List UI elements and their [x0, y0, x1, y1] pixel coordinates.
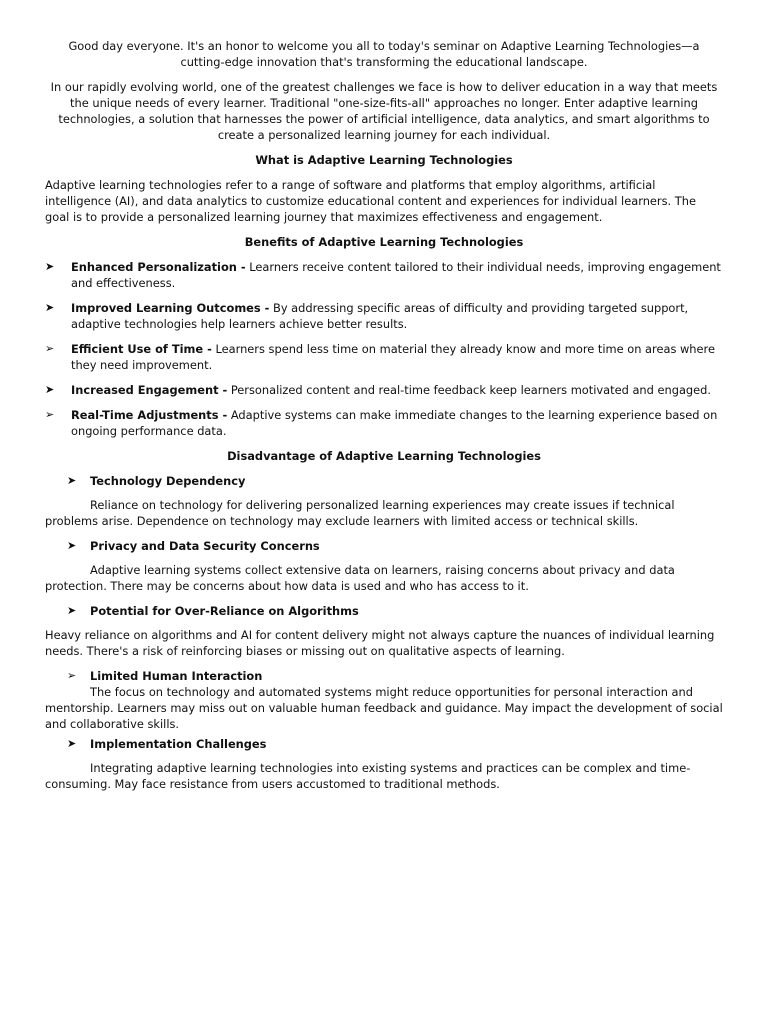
arrow-outline-bullet-icon: ➢: [45, 408, 55, 421]
benefit-title: Improved Learning Outcomes -: [71, 301, 270, 315]
arrow-bullet-icon: ➤: [45, 383, 55, 396]
benefit-item: [45, 382, 723, 398]
benefit-item: [45, 300, 723, 332]
benefit-text: By addressing specific areas of difficulty and providing targeted support, adaptive technologies help learners achieve better results.: [71, 301, 689, 331]
benefit-text: Personalized content and real-time feedback keep learners motivated and engaged.: [227, 383, 712, 397]
arrow-bullet-icon: ➤: [67, 604, 77, 617]
arrow-bullet-icon: ➤: [67, 474, 77, 487]
disadvantage-title: ➤ Potential for Over-Reliance on Algorithms: [67, 604, 359, 618]
disadvantage-body: Heavy reliance on algorithms and AI for content delivery might not always capture the nuances of individual learning needs. There's a risk of reinforcing biases or missing out on qualitative aspects of learning.: [45, 628, 715, 658]
benefit-title: Efficient Use of Time -: [71, 342, 212, 356]
arrow-outline-bullet-icon: ➢: [67, 669, 77, 682]
benefit-text: Learners receive content tailored to their individual needs, improving engagement and effectiveness.: [71, 260, 721, 290]
intro-paragraph-2: In our rapidly evolving world, one of the greatest challenges we face is how to deliver education in a way that meets the unique needs of every learner. Traditional "one-size-fits-all" approaches no longer. Enter adaptive learning technologies, a solution that harnesses the power of artificial intelligence, data analytics, and smart algorithms to create a personalized learning journey for each individual.: [50, 80, 718, 142]
benefits-heading: Benefits of Adaptive Learning Technologies: [244, 235, 524, 249]
disadvantage-body: Adaptive learning systems collect extensive data on learners, raising concerns about privacy and data protection. There may be concerns about how data is used and who has access to it.: [45, 563, 675, 593]
disadvantage-title: ➤ Technology Dependency: [67, 474, 246, 488]
document-page: [45, 38, 723, 801]
benefit-title: Enhanced Personalization -: [71, 260, 246, 274]
benefit-text: Adaptive systems can make immediate changes to the learning experience based on ongoing performance data.: [71, 408, 718, 438]
benefit-item: [45, 407, 723, 439]
disadvantage-title: ➤ Implementation Challenges: [67, 737, 267, 751]
arrow-bullet-icon: ➤: [45, 260, 55, 273]
disadvantage-title: ➤ Privacy and Data Security Concerns: [67, 539, 320, 553]
arrow-outline-bullet-icon: ➢: [45, 342, 55, 355]
benefit-title: Increased Engagement -: [71, 383, 228, 397]
what-paragraph: Adaptive learning technologies refer to a range of software and platforms that employ algorithms, artificial intelligence (AI), and data analytics to customize educational content and experiences for individual learners. The goal is to provide a personalized learning journey that maximizes effectiveness and engagement.: [45, 178, 696, 224]
benefit-item: [45, 341, 723, 373]
benefit-item: [45, 259, 723, 291]
benefit-text: Learners spend less time on material they already know and more time on areas where they need improvement.: [71, 342, 715, 372]
disadvantage-body: Integrating adaptive learning technologies into existing systems and practices can be complex and time-consuming. May face resistance from users accustomed to traditional methods.: [45, 761, 691, 791]
benefit-title: Real-Time Adjustments -: [71, 408, 228, 422]
disadvantage-body: The focus on technology and automated systems might reduce opportunities for personal interaction and mentorship. Learners may miss out on valuable human feedback and guidance. May impact the development of social and collaborative skills.: [45, 685, 723, 731]
disadvantages-heading: Disadvantage of Adaptive Learning Technologies: [227, 449, 541, 463]
intro-paragraph-1: Good day everyone. It's an honor to welcome you all to today's seminar on Adaptive Learning Technologies—a cutting-edge innovation that's transforming the educational landscape.: [68, 39, 700, 69]
arrow-bullet-icon: ➤: [45, 301, 55, 314]
arrow-bullet-icon: ➤: [67, 737, 77, 750]
what-heading: What is Adaptive Learning Technologies: [255, 153, 513, 167]
arrow-bullet-icon: ➤: [67, 539, 77, 552]
disadvantage-title: ➢ Limited Human Interaction: [67, 669, 263, 683]
disadvantage-body: Reliance on technology for delivering personalized learning experiences may create issues if technical problems arise. Dependence on technology may exclude learners with limited access or technical skills.: [45, 498, 675, 528]
